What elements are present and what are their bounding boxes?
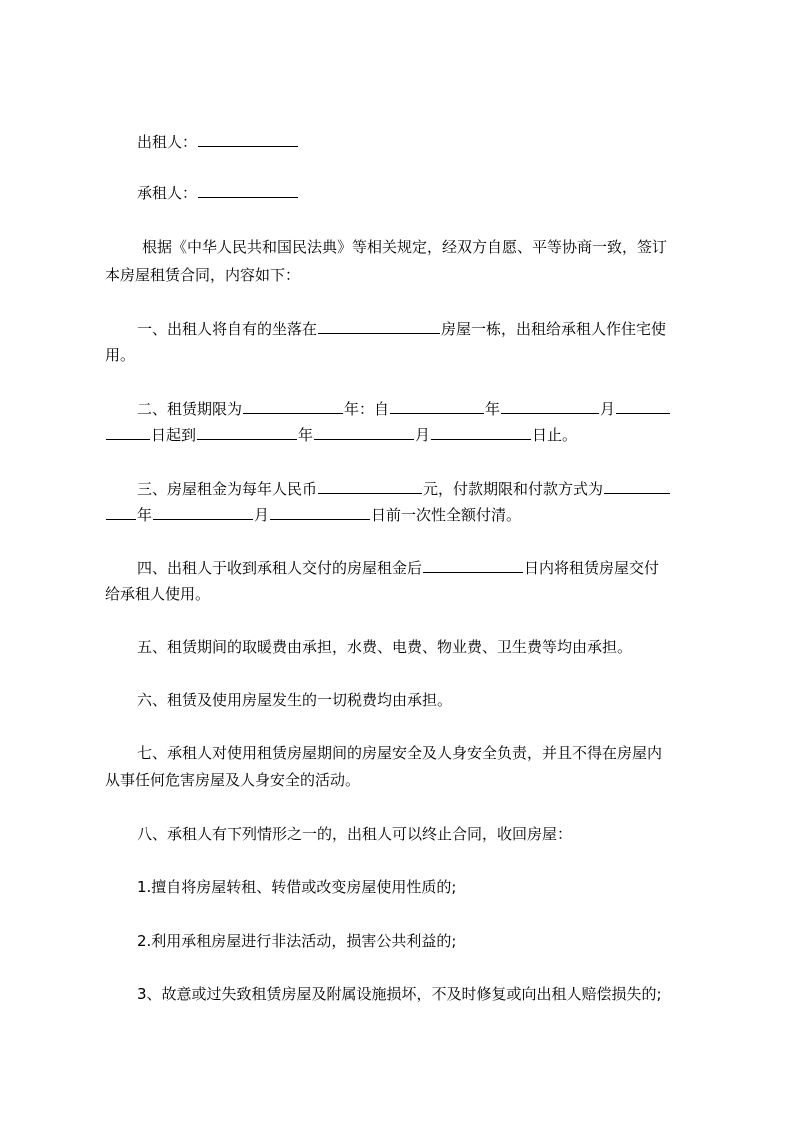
intro-line-2: 本房屋租赁合同，内容如下： xyxy=(105,266,301,284)
clause-3-text-c: 年 xyxy=(137,506,153,524)
intro-line-1: 根据《中华人民共和国民法典》等相关规定，经双方自愿、平等协商一致，签订 xyxy=(142,238,668,256)
lessor-blank xyxy=(198,131,298,147)
clause-2-text-c: 年 xyxy=(485,400,501,418)
clause-2-blank-7 xyxy=(314,424,414,440)
clause-2-text-b: 年：自 xyxy=(344,400,390,418)
clause-8-item-1: 1.擅自将房屋转租、转借或改变房屋使用性质的; xyxy=(137,878,457,896)
lessee-line xyxy=(105,180,737,206)
clause-5: 五、租赁期间的取暖费由承担，水费、电费、物业费、卫生费等均由承担。 xyxy=(137,638,633,656)
clause-2-blank-5 xyxy=(106,424,150,440)
clause-3-blank-1 xyxy=(318,478,422,494)
clause-3-text-b: 元，付款期限和付款方式为 xyxy=(423,480,604,498)
clause-2-blank-2 xyxy=(390,398,484,414)
lessee-blank xyxy=(198,182,298,198)
clause-8: 八、承租人有下列情形之一的，出租人可以终止合同，收回房屋： xyxy=(137,825,573,843)
clause-6: 六、租赁及使用房屋发生的一切税费均由承担。 xyxy=(137,691,453,709)
clause-2-text-d: 月 xyxy=(600,400,616,418)
clause-2-text-e: 日起到 xyxy=(151,426,197,444)
clause-4-line-2: 给承租人使用。 xyxy=(105,585,211,603)
clause-2-blank-4 xyxy=(616,398,670,414)
clause-1-text-a: 一、出租人将自有的坐落在 xyxy=(137,320,318,338)
clause-4-line-1 xyxy=(105,555,737,581)
clause-3-line-1 xyxy=(105,476,737,502)
clause-3-blank-2 xyxy=(604,478,670,494)
clause-1-line-1 xyxy=(105,316,737,342)
clause-2-blank-6 xyxy=(197,424,297,440)
clause-4-text-a: 四、出租人于收到承租人交付的房屋租金后 xyxy=(137,559,423,577)
clause-3-blank-3 xyxy=(106,504,136,520)
clause-7-line-1: 七、承租人对使用租赁房屋期间的房屋安全及人身安全负责，并且不得在房屋内 xyxy=(137,744,663,762)
clause-1-text-b: 房屋一栋，出租给承租人作住宅使 xyxy=(441,320,667,338)
clause-2-text-a: 二、租赁期限为 xyxy=(137,400,243,418)
lessor-label: 出租人： xyxy=(137,133,198,151)
lessee-label: 承租人： xyxy=(137,184,198,202)
clause-3-blank-4 xyxy=(153,504,253,520)
lessor-line xyxy=(105,129,737,155)
clause-3-text-a: 三、房屋租金为每年人民币 xyxy=(137,480,318,498)
clause-4-blank xyxy=(423,557,523,573)
clause-2-blank-1 xyxy=(243,398,343,414)
clause-2-text-f: 年 xyxy=(298,426,314,444)
clause-1-blank xyxy=(318,318,440,334)
clause-2-line-2 xyxy=(105,422,705,448)
clause-1-line-2: 用。 xyxy=(105,346,136,364)
clause-3-text-d: 月 xyxy=(254,506,270,524)
clause-8-item-3: 3、故意或过失致租赁房屋及附属设施损坏，不及时修复或向出租人赔偿损失的; xyxy=(137,985,662,1003)
clause-7-line-2: 从事任何危害房屋及人身安全的活动。 xyxy=(105,771,361,789)
clause-2-blank-3 xyxy=(501,398,599,414)
clause-2-text-g: 月 xyxy=(415,426,431,444)
clause-3-line-2 xyxy=(105,502,705,528)
clause-4-text-b: 日内将租赁房屋交付 xyxy=(524,559,660,577)
clause-3-text-e: 日前一次性全额付清。 xyxy=(371,506,522,524)
clause-8-item-2: 2.利用承租房屋进行非法活动，损害公共利益的; xyxy=(137,932,457,950)
clause-2-line-1 xyxy=(105,396,737,422)
clause-2-text-h: 日止。 xyxy=(532,426,578,444)
clause-3-blank-5 xyxy=(270,504,370,520)
clause-2-blank-8 xyxy=(431,424,531,440)
